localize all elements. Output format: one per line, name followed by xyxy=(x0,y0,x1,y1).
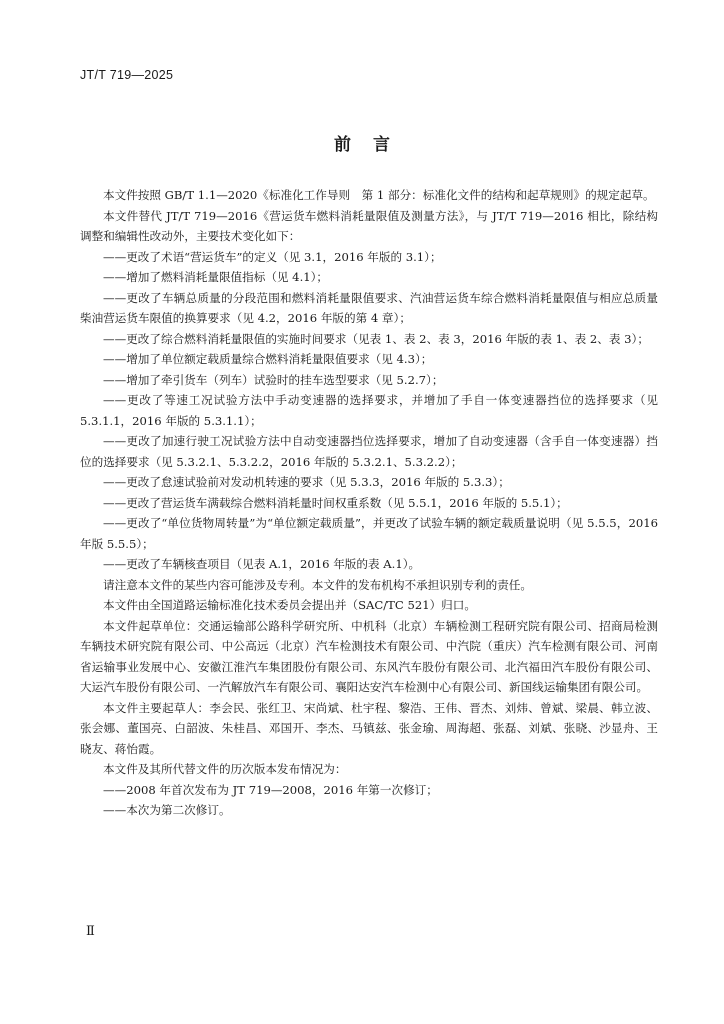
change-item-1: ——更改了术语“营运货车”的定义（见 3.1，2016 年版的 3.1）； xyxy=(103,249,442,264)
change-item-11: ——更改了“单位货物周转量”为“单位额定载质量”，并更改了试验车辆的额定载质量说明（见 5.5.5，2016 年版 5.5.5）； xyxy=(80,516,658,551)
change-item-8: ——更改了加速行驶工况试验方法中自动变速器挡位选择要求，增加了自动变速器（含手自一体变速器）挡位的选择要求（见 5.3.2.1、5.3.2.2，2016 年版的 5.3.2.1、5.3.2.2）； xyxy=(80,434,658,469)
intro-paragraph-1: 本文件按照 GB/T 1.1—2020《标准化工作导则 第 1 部分：标准化文件的结构和起草规则》的规定起草。 xyxy=(103,188,655,202)
history-item-1: ——2008 年首次发布为 JT 719—2008，2016 年第一次修订； xyxy=(103,782,438,797)
change-item-7: ——更改了等速工况试验方法中手动变速器的选择要求，并增加了手自一体变速器挡位的选择要求（见 5.3.1.1，2016 年版的 5.3.1.1）； xyxy=(80,393,658,428)
intro-paragraph-2: 本文件替代 JT/T 719—2016《营运货车燃料消耗量限值及测量方法》，与 JT/T 719—2016 相比，除结构调整和编辑性改动外，主要技术变化如下： xyxy=(80,208,658,243)
change-item-2: ——增加了燃料消耗量限值指标（见 4.1）； xyxy=(103,270,329,284)
change-item-5: ——增加了单位额定载质量综合燃料消耗量限值要求（见 4.3）； xyxy=(103,352,433,366)
version-history-intro: 本文件及其所代替文件的历次版本发布情况为： xyxy=(103,762,347,776)
main-drafters: 本文件主要起草人：李会民、张红卫、宋尚斌、杜宇程、黎浩、王伟、晋杰、刘炜、曾斌、梁晨、韩立波、张会娜、董国亮、白韶波、朱桂昌、邓国开、李杰、马镇兹、张金瑜、周海超、张磊、刘斌、张晓、沙显舟、王晓友、蒋怡霞。 xyxy=(80,700,658,756)
change-item-6: ——增加了牵引货车（列车）试验时的挂车选型要求（见 5.2.7）； xyxy=(103,372,444,387)
history-item-2: ——本次为第二次修订。 xyxy=(103,803,231,817)
change-item-12: ——更改了车辆核查项目（见表 A.1，2016 年版的表 A.1）。 xyxy=(103,557,421,571)
proposer-statement: 本文件由全国道路运输标准化技术委员会提出并（SAC/TC 521）归口。 xyxy=(103,598,476,612)
change-item-9: ——更改了怠速试验前对发动机转速的要求（见 5.3.3，2016 年版的 5.3.3）； xyxy=(103,475,510,489)
page-title: 前言 xyxy=(334,135,412,155)
standard-code-header: JT/T 719—2025 xyxy=(80,68,174,82)
patent-notice: 请注意本文件的某些内容可能涉及专利。本文件的发布机构不承担识别专利的责任。 xyxy=(103,577,532,592)
document-body xyxy=(80,185,658,821)
change-item-4: ——更改了综合燃料消耗量限值的实施时间要求（见表 1、表 2、表 3，2016 年版的表 1、表 2、表 3）； xyxy=(103,331,649,346)
page-number: Ⅱ xyxy=(86,924,95,939)
drafting-organizations: 本文件起草单位：交通运输部公路科学研究所、中机科（北京）车辆检测工程研究院有限公司、招商局检测车辆技术研究院有限公司、中公高远（北京）汽车检测技术有限公司、中汽院（重庆）汽车检测有限公司、河南省运输事业发展中心、安徽江淮汽车集团股份有限公司、东风汽车股份有限公司、北汽福田汽车股份有限公司、大运汽车股份有限公司、一汽解放汽车有限公司、襄阳达安汽车检测中心有限公司、新国线运输集团有限公司。 xyxy=(80,618,658,694)
change-item-10: ——更改了营运货车满载综合燃料消耗量时间权重系数（见 5.5.1，2016 年版的 5.5.1）； xyxy=(103,495,568,510)
change-item-3: ——更改了车辆总质量的分段范围和燃料消耗量限值要求、汽油营运货车综合燃料消耗量限值与相应总质量柴油营运货车限值的换算要求（见 4.2，2016 年版的第 4 章）； xyxy=(80,290,658,325)
